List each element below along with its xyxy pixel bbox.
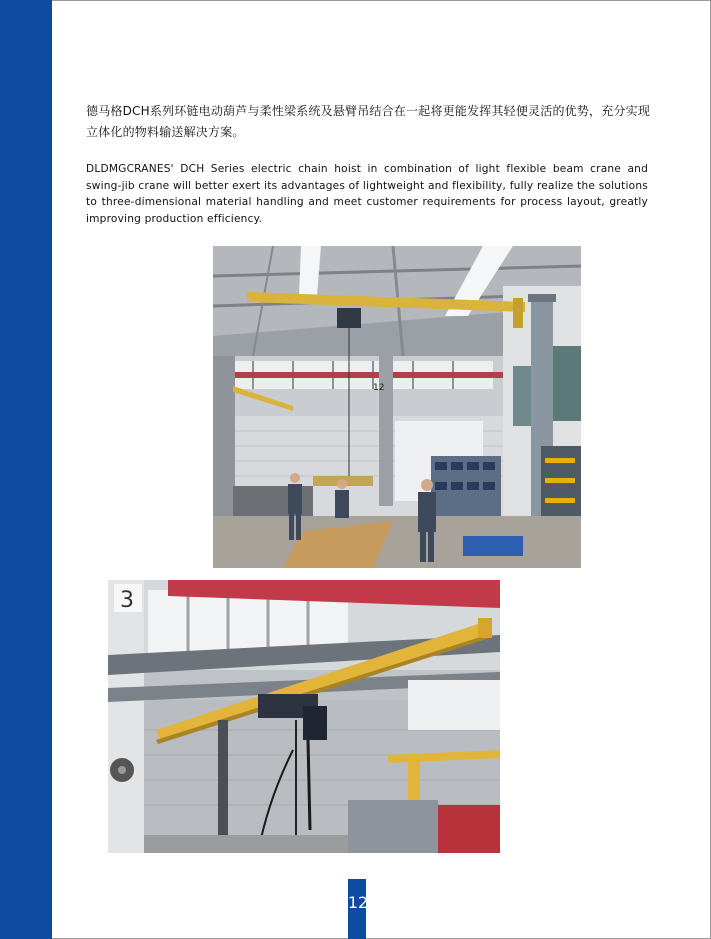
page-number: 12 (347, 893, 369, 912)
blue-sidebar (0, 0, 52, 939)
column-number-label: 3 (120, 588, 134, 613)
intro-chinese-paragraph: 德马格DCH系列环链电动葫芦与柔性梁系统及悬臂吊结合在一起将更能发挥其轻便灵活的优势，充分实现立体化的物料输送解决方案。 (86, 104, 651, 139)
intro-english-paragraph: DLDMGCRANES' DCH Series electric chain hoist in combination of light flexible beam crane and swing-jib crane will better exert its advantages of lightweight and flexibility, fully realize the solutions to three-dimensional material handling and meet customer requirements for process layout, greatly improving production efficiency. (86, 163, 648, 225)
photo-flexible-beam-crane (108, 580, 500, 853)
wall-number-label: 12 (373, 383, 385, 393)
photo-workshop-jib-crane (213, 246, 581, 568)
